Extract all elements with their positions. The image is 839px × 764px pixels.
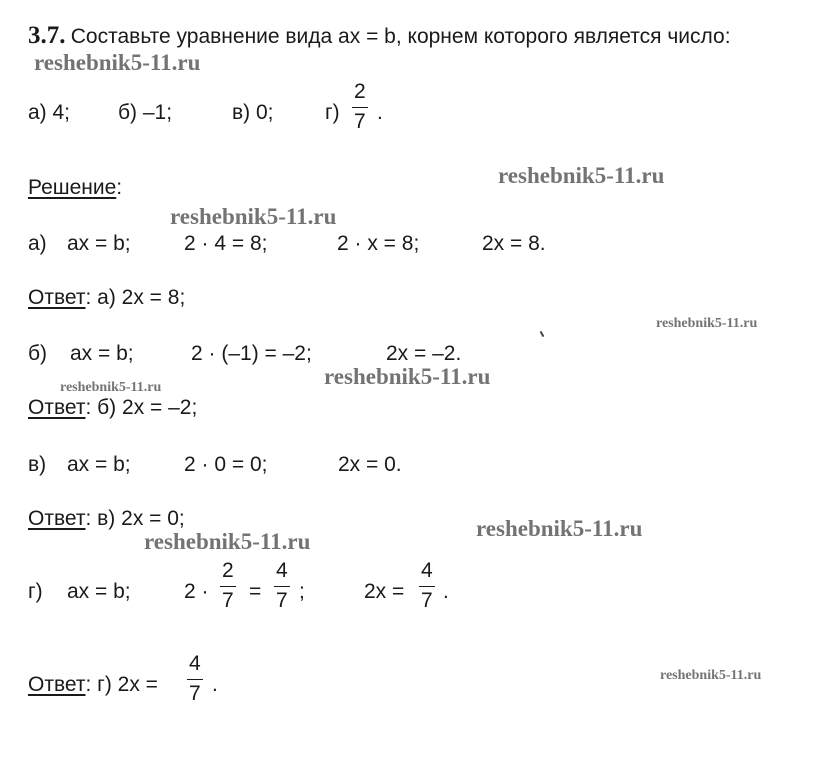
task-number: 3.7. bbox=[28, 22, 66, 49]
part-b-eq3: 2x = –2. bbox=[386, 342, 462, 365]
watermark: reshebnik5-11.ru bbox=[660, 668, 762, 683]
part-b-eq2: 2 · (–1) = –2; bbox=[191, 342, 312, 365]
option-c: в) 0; bbox=[232, 101, 274, 124]
fraction-numerator: 4 bbox=[276, 559, 288, 582]
answer-b-text: : б) 2x = –2; bbox=[85, 396, 198, 419]
part-a-label: а) bbox=[28, 232, 47, 255]
task-header bbox=[28, 24, 731, 49]
part-a-eq1: ax = b; bbox=[67, 232, 131, 255]
watermark: reshebnik5-11.ru bbox=[60, 380, 162, 395]
fraction-numerator: 4 bbox=[189, 652, 201, 675]
option-d-fraction bbox=[352, 80, 368, 134]
fraction-bar bbox=[419, 586, 435, 587]
task-text: Составьте уравнение вида ax = b, корнем которого является число: bbox=[70, 25, 731, 48]
fraction-numerator: 4 bbox=[421, 559, 433, 582]
fraction-bar bbox=[274, 586, 290, 587]
watermark: reshebnik5-11.ru bbox=[498, 163, 665, 188]
solution-heading bbox=[28, 176, 122, 200]
answer-d-fraction bbox=[187, 652, 203, 706]
answer-b bbox=[28, 396, 197, 420]
solution-heading-word: Решение bbox=[28, 176, 117, 199]
option-b: б) –1; bbox=[118, 101, 173, 124]
solution-heading-colon: : bbox=[116, 176, 123, 199]
part-d-label: г) bbox=[28, 580, 43, 603]
answer-d bbox=[28, 673, 158, 697]
answer-d-prefix: : г) 2x = bbox=[85, 673, 158, 696]
part-d-eq-sign: = bbox=[249, 580, 262, 603]
part-b-label: б) bbox=[28, 342, 48, 365]
part-c-label: в) bbox=[28, 453, 47, 476]
fraction-numerator: 2 bbox=[222, 559, 234, 582]
fraction-denominator: 7 bbox=[354, 110, 366, 133]
part-d-eq1: ax = b; bbox=[67, 580, 131, 603]
part-b-eq1: ax = b; bbox=[70, 342, 134, 365]
part-a-eq2: 2 · 4 = 8; bbox=[184, 232, 268, 255]
part-d-end: . bbox=[443, 580, 449, 603]
fraction-numerator: 2 bbox=[354, 80, 366, 103]
answer-word: Ответ bbox=[28, 507, 86, 530]
part-d-fraction-2 bbox=[274, 559, 290, 613]
part-d-semicolon: ; bbox=[299, 580, 305, 603]
fraction-denominator: 7 bbox=[421, 589, 433, 612]
answer-a-text: : а) 2x = 8; bbox=[85, 286, 186, 309]
option-d-label: г) bbox=[325, 101, 340, 124]
part-a-eq4: 2x = 8. bbox=[482, 232, 546, 255]
fraction-bar bbox=[187, 679, 203, 680]
option-a: а) 4; bbox=[28, 101, 71, 124]
part-d-fraction-1 bbox=[220, 559, 236, 613]
fraction-denominator: 7 bbox=[276, 589, 288, 612]
fraction-denominator: 7 bbox=[222, 589, 234, 612]
answer-word: Ответ bbox=[28, 286, 86, 309]
fraction-denominator: 7 bbox=[189, 682, 201, 705]
answer-word: Ответ bbox=[28, 396, 86, 419]
part-d-two-dot: 2 · bbox=[184, 580, 209, 603]
watermark: reshebnik5-11.ru bbox=[476, 516, 643, 541]
fraction-bar bbox=[352, 107, 368, 108]
part-c-eq2: 2 · 0 = 0; bbox=[184, 453, 268, 476]
option-d-end: . bbox=[377, 101, 383, 124]
fraction-bar bbox=[220, 586, 236, 587]
part-d-fraction-3 bbox=[419, 559, 435, 613]
answer-a bbox=[28, 286, 185, 310]
watermark: reshebnik5-11.ru bbox=[170, 204, 337, 229]
part-c-eq3: 2x = 0. bbox=[338, 453, 402, 476]
scan-speck bbox=[540, 331, 545, 337]
answer-c-text: : в) 2x = 0; bbox=[85, 507, 185, 530]
watermark: reshebnik5-11.ru bbox=[656, 316, 758, 331]
watermark: reshebnik5-11.ru bbox=[144, 529, 311, 554]
part-c-eq1: ax = b; bbox=[67, 453, 131, 476]
watermark: reshebnik5-11.ru bbox=[324, 364, 491, 389]
part-a-eq3: 2 · x = 8; bbox=[337, 232, 420, 255]
part-d-lhs: 2x = bbox=[364, 580, 405, 603]
answer-d-end: . bbox=[212, 673, 218, 696]
answer-c bbox=[28, 507, 185, 531]
watermark: reshebnik5-11.ru bbox=[34, 50, 201, 75]
answer-word: Ответ bbox=[28, 673, 86, 696]
